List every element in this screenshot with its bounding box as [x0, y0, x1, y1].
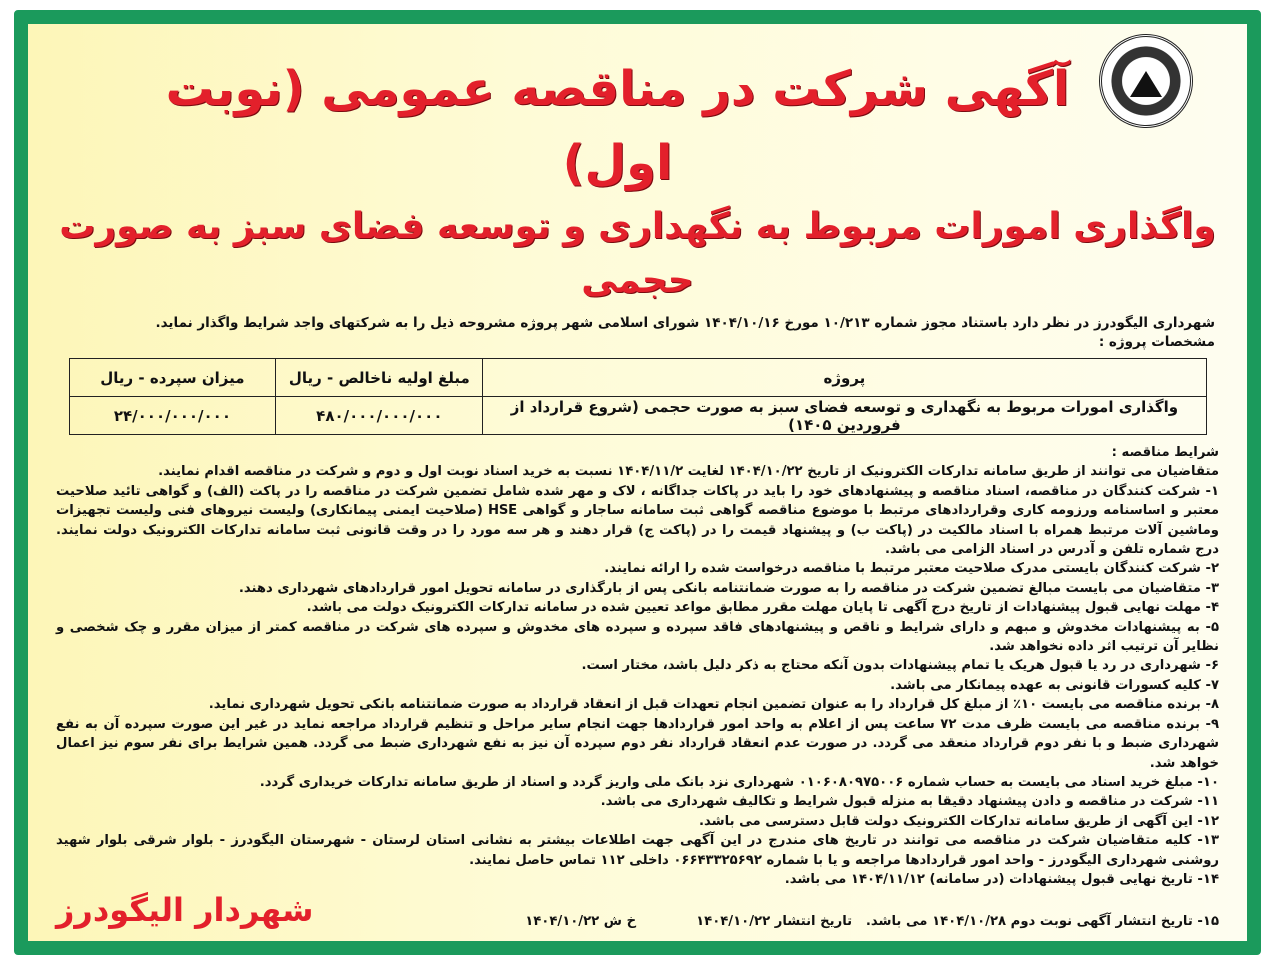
condition-item: ۸- برنده مناقصه می بایست ۱۰٪ از مبلغ کل قرارداد را به عنوان تضمین انجام تعهدات قبل از انعقاد قرارداد به صورت ضمانتنامه بانکی تحویل شهرداری نماید. — [208, 697, 1219, 713]
publication-code: خ ش ۱۴۰۴/۱۰/۲۲ — [525, 913, 637, 929]
table-header-row — [69, 359, 1206, 397]
conditions-heading: شرایط مناقصه : — [1111, 445, 1219, 460]
condition-item: ۶- شهرداری در رد یا قبول هریک یا تمام پیشنهادات بدون آنکه محتاج به ذکر دلیل باشد، مختار است. — [581, 658, 1219, 674]
condition-item: ۱۲- این آگهی از طریق سامانه تدارکات الکترونیک دولت قابل دسترسی می باشد. — [699, 813, 1219, 829]
condition-item: ۱۳- کلیه متقاضیان شرکت در مناقصه می توانند در تاریخ های مندرج در این آگهی جهت اطلاعات بیشتر به نشانی استان لرستان - شهرستان الیگودرز - بلوار شرقی بلوار شهید روشنی شهرداری الیگودرز - واحد امور قراردادها مراجعه و یا با شماره ۰۶۶۴۳۳۲۵۶۹۲ داخلی ۱۱۲ تماس حاصل نمایند. — [56, 833, 1219, 868]
condition-item: ۲- شرکت کنندگان بایستی مدرک صلاحیت معتبر مرتبط با مناقصه درخواست شده را ارائه نمایند. — [604, 561, 1219, 577]
project-table — [69, 358, 1207, 435]
notice-footer — [56, 889, 1219, 931]
tender-conditions — [56, 443, 1219, 889]
condition-item: ۷- کلیه کسورات قانونی به عهده پیمانکار می باشد. — [890, 677, 1219, 693]
notice-frame — [14, 10, 1261, 955]
notice-title: آگهی شرکت در مناقصه عمومی (نوبت اول) — [165, 61, 1070, 191]
cell-deposit: ۲۴/۰۰۰/۰۰۰/۰۰۰ — [69, 397, 276, 435]
table-row — [69, 397, 1206, 435]
column-header-amount: مبلغ اولیه ناخالص - ریال — [276, 359, 483, 397]
conditions-lead: متقاضیان می توانند از طریق سامانه تدارکات الکترونیک از تاریخ ۱۴۰۴/۱۰/۲۲ لغایت ۱۴۰۴/۱۱/۲ نسبت به خرید اسناد نوبت اول و دوم و شرکت در مناقصه اقدام نمایند. — [158, 464, 1219, 480]
column-header-project: پروژه — [483, 359, 1206, 397]
specs-label: مشخصات پروژه : — [1098, 334, 1215, 350]
condition-item: ۴- مهلت نهایی قبول پیشنهادات از تاریخ درج آگهی تا پایان مهلت مقرر مطابق مواعد تعیین شده در سامانه تدارکات الکترونیک دولت می باشد. — [306, 600, 1219, 616]
intro — [60, 314, 1215, 352]
notice-subtitle: واگذاری امورات مربوط به نگهداری و توسعه فضای سبز به صورت حجمی — [59, 206, 1216, 301]
condition-item: ۱۴- تاریخ نهایی قبول پیشنهادات (در سامانه) ۱۴۰۴/۱۱/۱۲ می باشد. — [784, 871, 1219, 887]
mayor-signature: شهردار الیگودرز — [56, 891, 314, 930]
intro-text: شهرداری الیگودرز در نظر دارد باستناد مجوز شماره ۱۰/۲۱۳ مورخ ۱۴۰۴/۱۰/۱۶ شورای اسلامی شهر پروژه مشروحه ذیل را به شرکتهای واجد شرایط واگذار نماید. — [155, 315, 1215, 331]
condition-item: ۱- شرکت کنندگان در مناقصه، اسناد مناقصه و پیشنهادهای خود را باید در پاکات جداگانه ، لاک و مهر شده شامل تضمین شرکت در مناقصه را در پاکت (الف) و گواهی تائید صلاحیت معتبر و اساسنامه ورزومه کاری وقراردادهای مرتبط با موضوع مناقصه گواهی ثبت سامانه ساجار و گواهی HSE (صلاحیت ایمنی پیمانکاری) ولیست نیروهای فنی ولیست تجهیزات وماشین آلات مرتبط همراه با اسناد مالکیت در (پاکت ب) و پیشنهاد قیمت را در (پاکت ج) قرار دهند و هر سه مورد را در وقت قانونی ثبت سامانه تدارکات الکترونیک دولت نمایند. درج شماره تلفن و آدرس در اسناد الزامی می باشد. — [56, 483, 1219, 558]
municipality-logo-icon — [1099, 34, 1193, 128]
notice-header — [52, 32, 1223, 308]
cell-amount: ۴۸۰/۰۰۰/۰۰۰/۰۰۰ — [276, 397, 483, 435]
column-header-deposit: میزان سپرده - ریال — [69, 359, 276, 397]
condition-item: ۳- متقاضیان می بایست مبالغ تضمین شرکت در مناقصه را به صورت ضمانتنامه بانکی پس از بارگذاری در سامانه تحویل امور قراردادهای شهرداری دهند. — [238, 580, 1219, 596]
condition-item: ۱۰- مبلغ خرید اسناد می بایست به حساب شماره ۰۱۰۶۰۸۰۹۷۵۰۰۶ شهرداری نزد بانک ملی واریز گردد و اسناد از طریق سامانه تدارکات خریداری گردد. — [259, 774, 1219, 790]
condition-item: ۵- به پیشنهادات مخدوش و مبهم و دارای شرایط و ناقص و پیشنهادهای فاقد سپرده و سپرده های مخدوش و سپرده های شرکت در مناقصه کمتر از میزان مقرر و چک شخصی و نظایر آن ترتیب اثر داده نخواهد شد. — [56, 619, 1219, 655]
condition-item: ۹- برنده مناقصه می بایست ظرف مدت ۷۲ ساعت پس از اعلام به واحد امور قراردادها جهت انجام سایر مراحل و تنظیم قرارداد مراجعه نماید در غیر این صورت سپرده آن به نفع شهرداری ضبط و با نفر دوم قرارداد منعقد می گردد. در صورت عدم انعقاد قرارداد نفر دوم سپرده آن نیز به نفع شهرداری ضبط می گردد. همین شرایط برای نفر سوم نیز اعمال خواهد شد. — [56, 716, 1219, 771]
cell-project: واگذاری امورات مربوط به نگهداری و توسعه فضای سبز به صورت حجمی (شروع قرارداد از فروردین ۱۴۰۵) — [483, 397, 1206, 435]
condition-item: ۱۱- شرکت در مناقصه و دادن پیشنهاد دقیقا به منزله قبول شرایط و تکالیف شهرداری می باشد. — [600, 794, 1219, 810]
condition-item: ۱۵- تاریخ انتشار آگهی نوبت دوم ۱۴۰۴/۱۰/۲۸ می باشد. تاریخ انتشار ۱۴۰۴/۱۰/۲۲ — [696, 913, 1219, 929]
